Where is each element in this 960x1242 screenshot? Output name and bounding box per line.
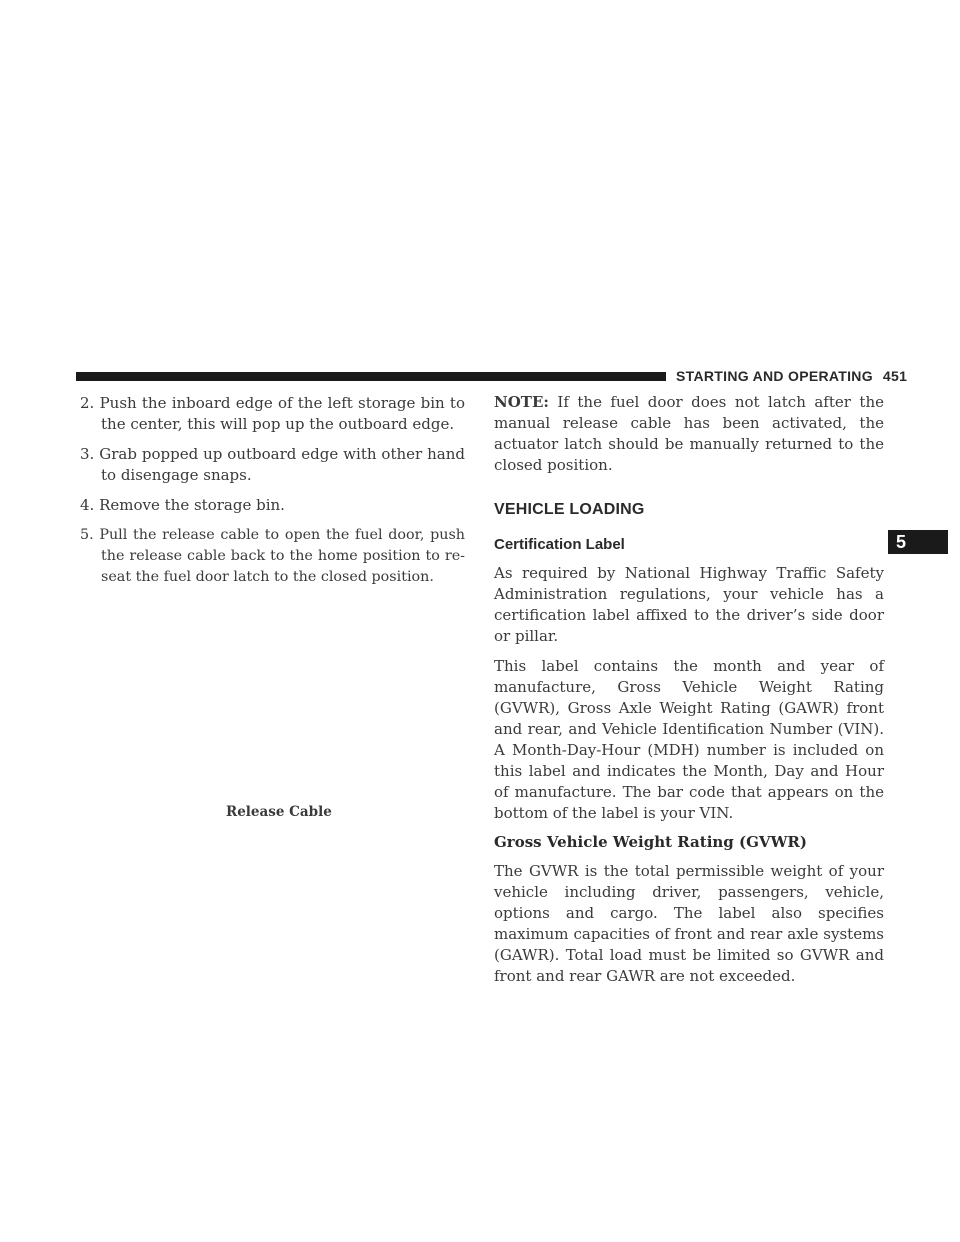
paragraph-1: As required by National Highway Traffic Safety Administration regulations, your vehicle has a certification label affixed to the driver’s side door or pillar. xyxy=(494,564,884,645)
running-header xyxy=(676,368,908,384)
section-title: STARTING AND OPERATING xyxy=(676,368,873,384)
step-2: 2. Push the inboard edge of the left storage bin to the center, this will pop up the outboard edge. xyxy=(80,394,465,433)
subheading: Certification Label xyxy=(494,536,625,553)
header-rule xyxy=(76,372,666,381)
figure-caption: Release Cable xyxy=(226,804,332,820)
chapter-tab: 5 xyxy=(888,530,948,554)
step-4: 4. Remove the storage bin. xyxy=(80,496,285,514)
left-column xyxy=(80,393,465,597)
paragraph-2: This label contains the month and year of manufacture, Gross Vehicle Weight Rating (GVWR), Gross Axle Weight Rating (GAWR) front and rear, and Vehicle Identification Number (VIN). A Month-Day-Hour (MDH) number is included on this label and indicates the Month, Day and Hour of manufacture. The bar code that appears on the bottom of the label is your VIN. xyxy=(494,657,884,822)
step-3: 3. Grab popped up outboard edge with other hand to disengage snaps. xyxy=(80,445,465,484)
subsubheading: Gross Vehicle Weight Rating (GVWR) xyxy=(494,833,807,851)
note-text: If the fuel door does not latch after the manual release cable has been activated, the actuator latch should be manually returned to the closed position. xyxy=(494,393,884,474)
section-heading: VEHICLE LOADING xyxy=(494,501,645,518)
right-column xyxy=(494,392,884,996)
note-label: NOTE: xyxy=(494,393,549,411)
paragraph-3: The GVWR is the total permissible weight of your vehicle including driver, passengers, vehicle, options and cargo. The label also specifies maximum capacities of front and rear axle systems (GAWR). Total load must be limited so GVWR and front and rear GAWR are not exceeded. xyxy=(494,862,884,985)
step-5: 5. Pull the release cable to open the fuel door, push the release cable back to the home position to re-seat the fuel door latch to the closed position. xyxy=(80,527,465,585)
note-paragraph xyxy=(494,392,884,476)
page-number: 451 xyxy=(882,368,908,384)
